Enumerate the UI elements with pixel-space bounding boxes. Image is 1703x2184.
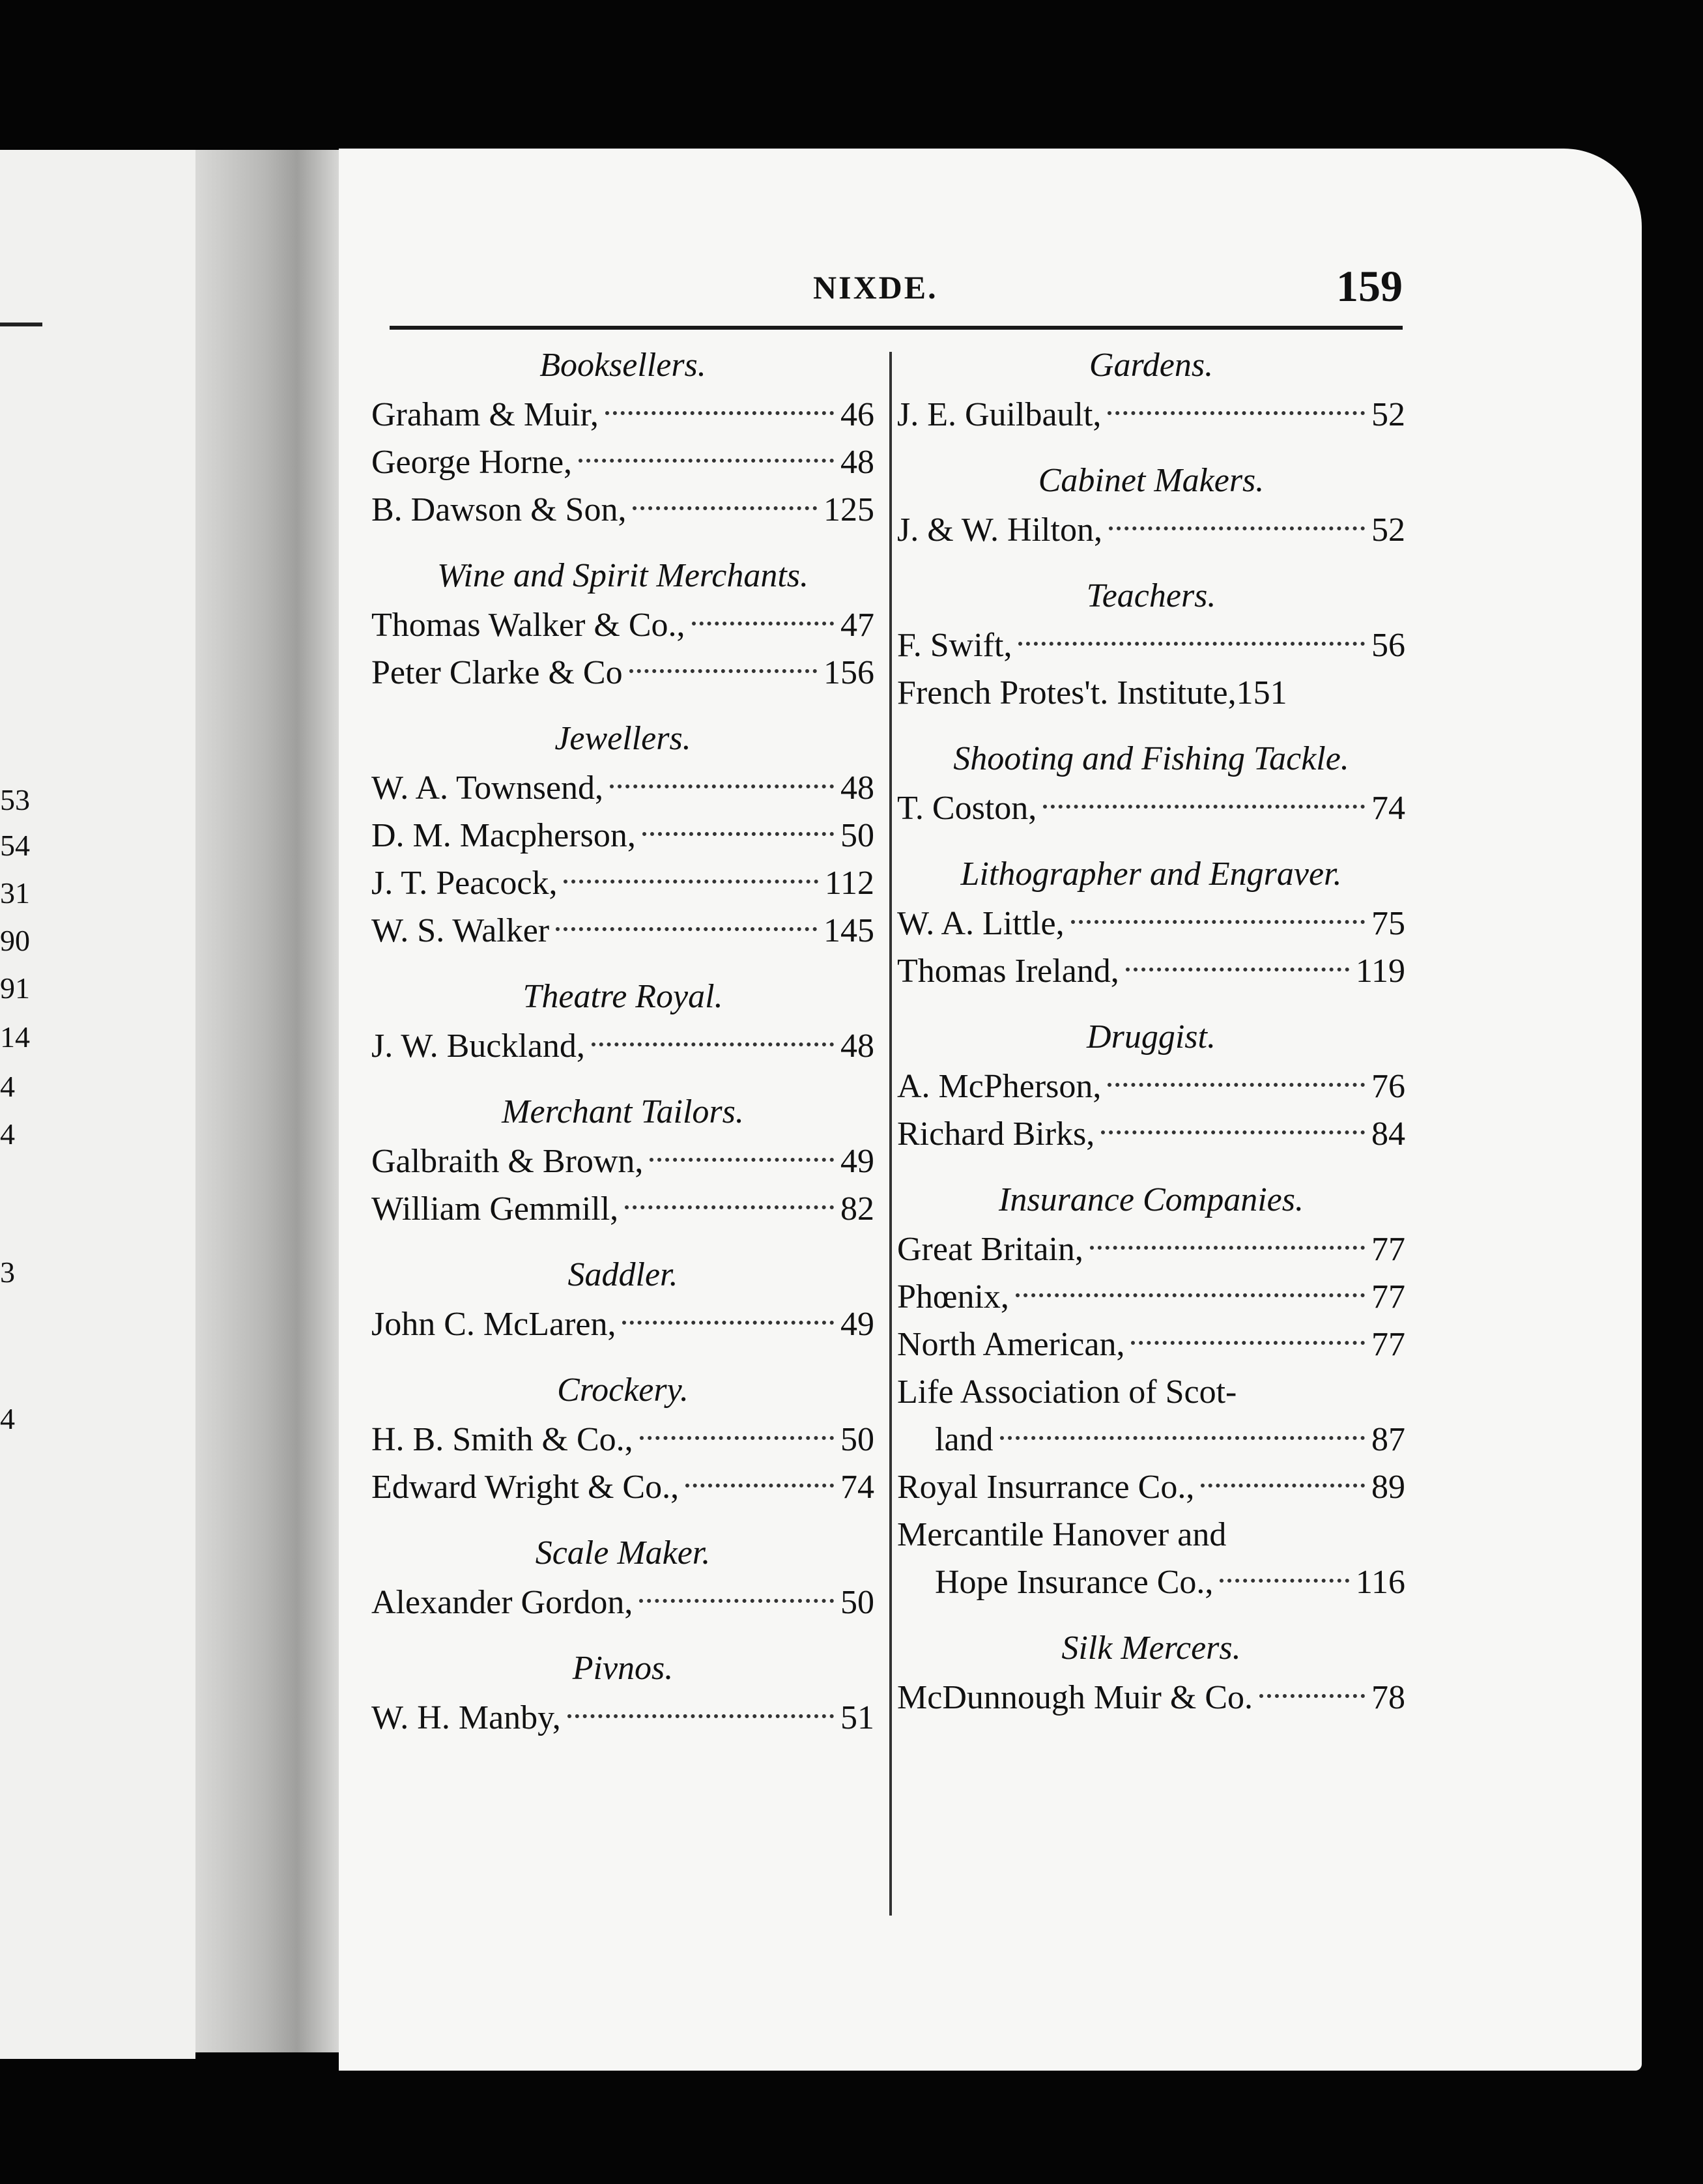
index-entry: Mercantile Hanover and bbox=[897, 1516, 1227, 1553]
dot-leader bbox=[579, 459, 834, 463]
facing-page-number: 31 bbox=[0, 876, 30, 910]
entry-page: 82 bbox=[840, 1190, 874, 1228]
index-entry bbox=[371, 391, 874, 438]
dot-leader bbox=[556, 927, 817, 931]
entry-name: D. M. Macpherson, bbox=[371, 817, 636, 854]
dot-leader bbox=[622, 1321, 834, 1325]
index-entry bbox=[371, 486, 874, 534]
column-divider bbox=[889, 352, 892, 1916]
index-entry bbox=[897, 1559, 1405, 1606]
entry-name: Royal Insurrance Co., bbox=[897, 1469, 1195, 1506]
dot-leader bbox=[1090, 1246, 1365, 1250]
entry-name: land bbox=[935, 1421, 994, 1458]
dot-leader bbox=[592, 1042, 834, 1046]
dot-leader bbox=[567, 1714, 834, 1718]
facing-page-number: 14 bbox=[0, 1020, 30, 1054]
entry-name: Phœnix, bbox=[897, 1278, 1009, 1315]
dot-leader bbox=[1101, 1130, 1365, 1134]
entry-page: 74 bbox=[840, 1469, 874, 1506]
entry-page: 51 bbox=[840, 1699, 874, 1736]
facing-page-rule bbox=[0, 323, 42, 326]
dot-leader bbox=[1018, 642, 1365, 646]
index-entry bbox=[371, 1138, 874, 1185]
dot-leader bbox=[1126, 968, 1349, 971]
index-entry bbox=[897, 1226, 1405, 1273]
index-entry bbox=[371, 1579, 874, 1626]
entry-name: J. T. Peacock, bbox=[371, 865, 558, 902]
index-entry bbox=[371, 1300, 874, 1348]
section-heading: Shooting and Fishing Tackle. bbox=[953, 740, 1349, 777]
entry-name: F. Swift, bbox=[897, 627, 1012, 664]
index-entry bbox=[371, 438, 874, 486]
entry-name: McDunnough Muir & Co. bbox=[897, 1679, 1253, 1716]
dot-leader bbox=[640, 1436, 834, 1440]
index-column-left bbox=[371, 345, 874, 1742]
section-heading: Insurance Companies. bbox=[999, 1181, 1304, 1218]
index-entry bbox=[371, 1185, 874, 1233]
dot-leader bbox=[685, 1484, 834, 1487]
entry-page: 119 bbox=[1355, 953, 1405, 990]
section-heading: Merchant Tailors. bbox=[502, 1093, 744, 1130]
page-header bbox=[390, 261, 1403, 319]
entry-name: T. Coston, bbox=[897, 790, 1037, 827]
facing-page-edge bbox=[0, 150, 195, 2059]
index-entry bbox=[897, 947, 1405, 995]
dot-leader bbox=[1108, 411, 1365, 415]
entry-page: 77 bbox=[1371, 1278, 1405, 1315]
dot-leader bbox=[639, 1599, 834, 1603]
entry-page: 89 bbox=[1371, 1469, 1405, 1506]
header-rule bbox=[390, 326, 1403, 330]
dot-leader bbox=[1259, 1694, 1365, 1698]
entry-page: 48 bbox=[840, 769, 874, 807]
entry-name: Thomas Ireland, bbox=[897, 953, 1119, 990]
entry-name: Great Britain, bbox=[897, 1231, 1083, 1268]
entry-name: Thomas Walker & Co., bbox=[371, 607, 685, 644]
index-entry: French Protes't. Institute,151 bbox=[897, 674, 1287, 711]
section-heading: Pivnos. bbox=[572, 1650, 674, 1687]
entry-page: 46 bbox=[840, 396, 874, 433]
entry-name: J. & W. Hilton, bbox=[897, 511, 1102, 549]
entry-page: 74 bbox=[1371, 790, 1405, 827]
entry-page: 77 bbox=[1371, 1326, 1405, 1363]
dot-leader bbox=[1109, 526, 1365, 530]
entry-name: W. A. Townsend, bbox=[371, 769, 604, 807]
index-entry bbox=[371, 764, 874, 812]
dot-leader bbox=[1220, 1579, 1349, 1583]
dot-leader bbox=[625, 1205, 834, 1209]
dot-leader bbox=[642, 832, 834, 836]
dot-leader bbox=[692, 622, 834, 625]
facing-page-number: 53 bbox=[0, 783, 30, 816]
entry-page: 49 bbox=[840, 1143, 874, 1180]
entry-name: William Gemmill, bbox=[371, 1190, 619, 1228]
facing-page-number: 54 bbox=[0, 829, 30, 862]
index-entry bbox=[371, 1022, 874, 1070]
section-heading: Theatre Royal. bbox=[522, 978, 723, 1015]
dot-leader bbox=[650, 1158, 834, 1162]
facing-page-number: 90 bbox=[0, 924, 30, 957]
entry-page: 50 bbox=[840, 1584, 874, 1621]
index-entry bbox=[897, 1674, 1405, 1721]
entry-page: 145 bbox=[823, 912, 874, 949]
entry-name: W. A. Little, bbox=[897, 905, 1065, 942]
index-entry bbox=[371, 812, 874, 859]
entry-page: 75 bbox=[1371, 905, 1405, 942]
entry-page: 156 bbox=[823, 654, 874, 691]
index-entry bbox=[897, 1110, 1405, 1158]
dot-leader bbox=[1108, 1083, 1365, 1087]
entry-page: 78 bbox=[1371, 1679, 1405, 1716]
entry-page: 50 bbox=[840, 1421, 874, 1458]
entry-name: J. E. Guilbault, bbox=[897, 396, 1102, 433]
dot-leader bbox=[1131, 1341, 1365, 1345]
section-heading: Booksellers. bbox=[539, 347, 706, 384]
entry-name: Edward Wright & Co., bbox=[371, 1469, 680, 1506]
book-gutter bbox=[195, 150, 352, 2052]
index-column-right bbox=[897, 345, 1405, 1721]
dot-leader bbox=[1201, 1484, 1365, 1487]
index-entry bbox=[897, 1416, 1405, 1463]
entry-name: Graham & Muir, bbox=[371, 396, 599, 433]
entry-page: 112 bbox=[824, 865, 874, 902]
section-heading: Saddler. bbox=[567, 1256, 678, 1293]
index-entry bbox=[371, 649, 874, 697]
page-number: 159 bbox=[1336, 261, 1403, 311]
entry-name: North American, bbox=[897, 1326, 1125, 1363]
index-entry bbox=[897, 784, 1405, 832]
entry-page: 87 bbox=[1371, 1421, 1405, 1458]
index-entry bbox=[371, 1416, 874, 1463]
section-heading: Scale Maker. bbox=[535, 1534, 711, 1572]
section-heading: Lithographer and Engraver. bbox=[960, 855, 1342, 893]
entry-page: 48 bbox=[840, 444, 874, 481]
entry-name: W. H. Manby, bbox=[371, 1699, 561, 1736]
entry-page: 84 bbox=[1371, 1115, 1405, 1153]
dot-leader bbox=[1016, 1293, 1365, 1297]
section-heading: Cabinet Makers. bbox=[1038, 462, 1265, 499]
entry-page: 116 bbox=[1355, 1564, 1405, 1601]
index-entry bbox=[371, 859, 874, 907]
dot-leader bbox=[610, 784, 834, 788]
entry-page: 47 bbox=[840, 607, 874, 644]
entry-page: 125 bbox=[823, 491, 874, 528]
section-heading: Crockery. bbox=[557, 1372, 689, 1409]
entry-name: Peter Clarke & Co bbox=[371, 654, 623, 691]
dot-leader bbox=[629, 669, 817, 673]
entry-name: George Horne, bbox=[371, 444, 573, 481]
section-heading: Teachers. bbox=[1086, 577, 1216, 614]
entry-page: 76 bbox=[1371, 1068, 1405, 1105]
entry-name: John C. McLaren, bbox=[371, 1306, 616, 1343]
entry-name: H. B. Smith & Co., bbox=[371, 1421, 633, 1458]
facing-page-number: 3 bbox=[0, 1256, 15, 1289]
entry-page: 50 bbox=[840, 817, 874, 854]
entry-name: Galbraith & Brown, bbox=[371, 1143, 644, 1180]
dot-leader bbox=[633, 506, 817, 510]
index-entry bbox=[897, 900, 1405, 947]
index-entry: Life Association of Scot- bbox=[897, 1373, 1237, 1411]
entry-page: 77 bbox=[1371, 1231, 1405, 1268]
index-entry bbox=[897, 391, 1405, 438]
section-heading: Silk Mercers. bbox=[1061, 1630, 1241, 1667]
entry-page: 48 bbox=[840, 1027, 874, 1065]
dot-leader bbox=[1000, 1436, 1365, 1440]
facing-page-number: 4 bbox=[0, 1117, 15, 1151]
running-title: NIXDE. bbox=[813, 269, 938, 306]
index-entry bbox=[897, 622, 1405, 669]
entry-page: 52 bbox=[1371, 396, 1405, 433]
index-entry bbox=[897, 1321, 1405, 1368]
index-entry bbox=[897, 1063, 1405, 1110]
facing-page-number: 91 bbox=[0, 971, 30, 1005]
section-heading: Gardens. bbox=[1089, 347, 1214, 384]
entry-name: W. S. Walker bbox=[371, 912, 550, 949]
entry-name: A. McPherson, bbox=[897, 1068, 1102, 1105]
entry-name: Alexander Gordon, bbox=[371, 1584, 633, 1621]
dot-leader bbox=[605, 411, 834, 415]
index-entry bbox=[897, 1463, 1405, 1511]
dot-leader bbox=[1043, 805, 1365, 809]
facing-page-number: 4 bbox=[0, 1402, 15, 1435]
section-heading: Wine and Spirit Merchants. bbox=[436, 557, 809, 594]
dot-leader bbox=[1071, 920, 1365, 924]
entry-name: J. W. Buckland, bbox=[371, 1027, 585, 1065]
entry-name: Richard Birks, bbox=[897, 1115, 1095, 1153]
section-heading: Druggist. bbox=[1087, 1018, 1216, 1056]
entry-name: Hope Insurance Co., bbox=[935, 1564, 1214, 1601]
index-entry bbox=[371, 907, 874, 955]
entry-page: 56 bbox=[1371, 627, 1405, 664]
index-entry bbox=[371, 1694, 874, 1742]
index-entry bbox=[897, 506, 1405, 554]
dot-leader bbox=[564, 880, 818, 884]
index-entry bbox=[371, 601, 874, 649]
index-entry bbox=[371, 1463, 874, 1511]
index-entry bbox=[897, 1273, 1405, 1321]
section-heading: Jewellers. bbox=[554, 720, 691, 757]
facing-page-number: 4 bbox=[0, 1070, 15, 1103]
entry-page: 52 bbox=[1371, 511, 1405, 549]
entry-name: B. Dawson & Son, bbox=[371, 491, 627, 528]
entry-page: 49 bbox=[840, 1306, 874, 1343]
